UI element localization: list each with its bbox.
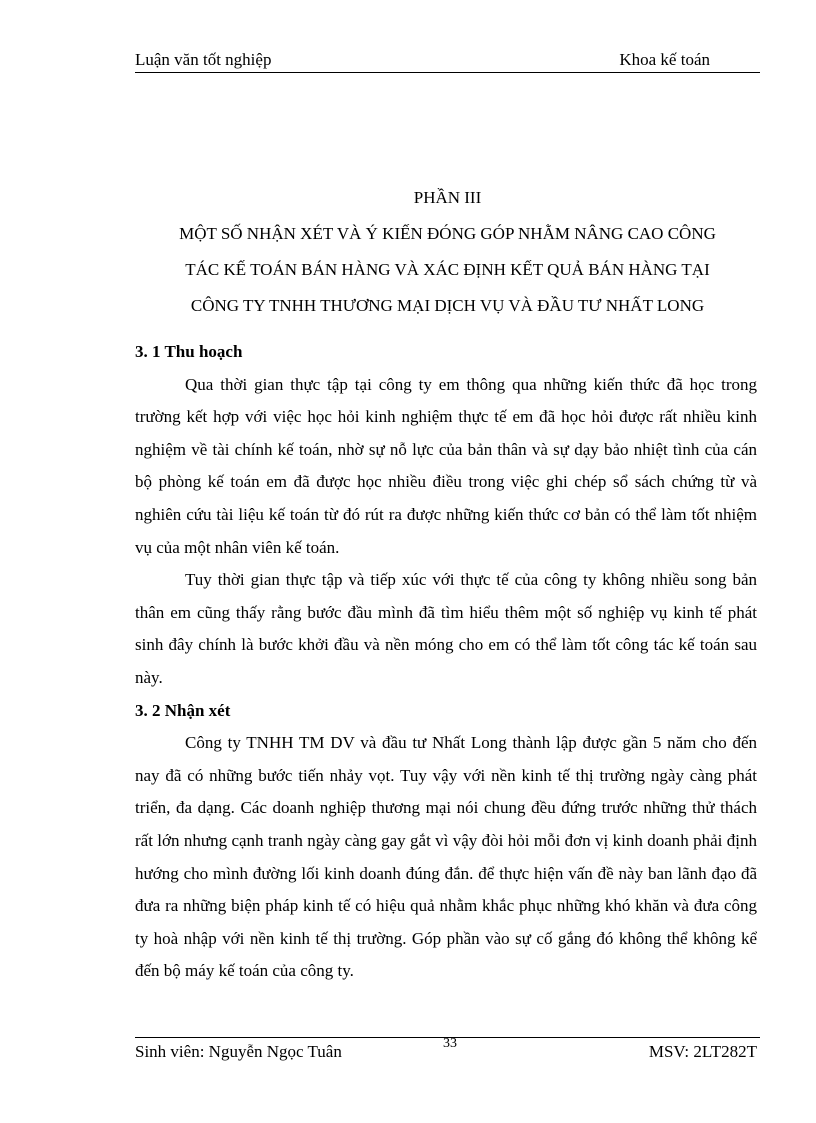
page-number: 33	[443, 1036, 457, 1051]
footer-student-id: MSV: 2LT282T	[648, 1042, 757, 1061]
chapter-title	[135, 180, 760, 324]
section-heading: 3. 2 Nhận xét	[135, 700, 231, 720]
paragraph: Công ty TNHH TM DV và đầu tư Nhất Long thành lập được gần 5 năm cho đến nay đã có những bước tiến nhảy vọt. Tuy vậy với nền kinh tế thị trường ngày càng phát triển, đa dạng. Các doanh nghiệp thương mại nói chung đều đứng trước những thử thách rất lớn nhưng cạnh tranh ngày càng gay gắt vì vậy đòi hỏi mỗi đơn vị kinh doanh phải định hướng cho mình đường lối kinh doanh đúng đắn. để thực hiện vấn đề này ban lãnh đạo đã đưa ra những biện pháp kinh tế có hiệu quả nhằm khắc phục những khó khăn và đưa công ty hoà nhập với nền kinh tế thị trường. Góp phần vào sự cố gắng đó không thể không kể đến bộ máy kế toán của công ty.	[135, 733, 757, 981]
page-body	[135, 336, 757, 988]
section-heading: 3. 1 Thu hoạch	[135, 342, 243, 361]
footer-student: Sinh viên: Nguyễn Ngọc Tuân	[135, 1042, 342, 1061]
paragraph: Tuy thời gian thực tập và tiếp xúc với thực tế của công ty không nhiều song bản thân em cũng thấy rằng bước đầu mình đã tìm hiểu thêm một số nghiệp vụ kinh tế phát sinh đây chính là bước khởi đầu và nền móng cho em có thể làm tốt công tác kế toán sau này.	[135, 570, 757, 687]
page-footer	[135, 1036, 760, 1064]
paragraph: Qua thời gian thực tập tại công ty em thông qua những kiến thức đã học trong trường kết hợp với việc học hỏi kinh nghiệm thực tế em đã học hỏi được rất nhiều kinh nghiệm về tài chính kế toán, nhờ sự nỗ lực của bản thân và sự dạy bảo nhiệt tình của cán bộ phòng kế toán em đã được học nhiều điều trong việc ghi chép sổ sách chứng từ và nghiên cứu tài liệu kế toán từ đó rút ra được những kiến thức cơ bản có thể làm tốt nhiệm vụ của một nhân viên kế toán.	[135, 374, 757, 557]
header-thesis-label: Luận văn tốt nghiệp	[135, 50, 272, 69]
chapter-title-line: TÁC KẾ TOÁN BÁN HÀNG VÀ XÁC ĐỊNH KẾT QUẢ BÁN HÀNG TẠI	[185, 260, 710, 279]
chapter-title-line: CÔNG TY TNHH THƯƠNG MẠI DỊCH VỤ VÀ ĐẦU TƯ NHẤT LONG	[190, 296, 705, 315]
chapter-title-line: MỘT SỐ NHẬN XÉT VÀ Ý KIẾN ĐÓNG GÓP NHẰM NÂNG CAO CÔNG	[179, 224, 716, 243]
chapter-part: PHẦN III	[413, 188, 482, 207]
header-department-label: Khoa kế toán	[619, 50, 710, 69]
page-header	[135, 48, 760, 73]
